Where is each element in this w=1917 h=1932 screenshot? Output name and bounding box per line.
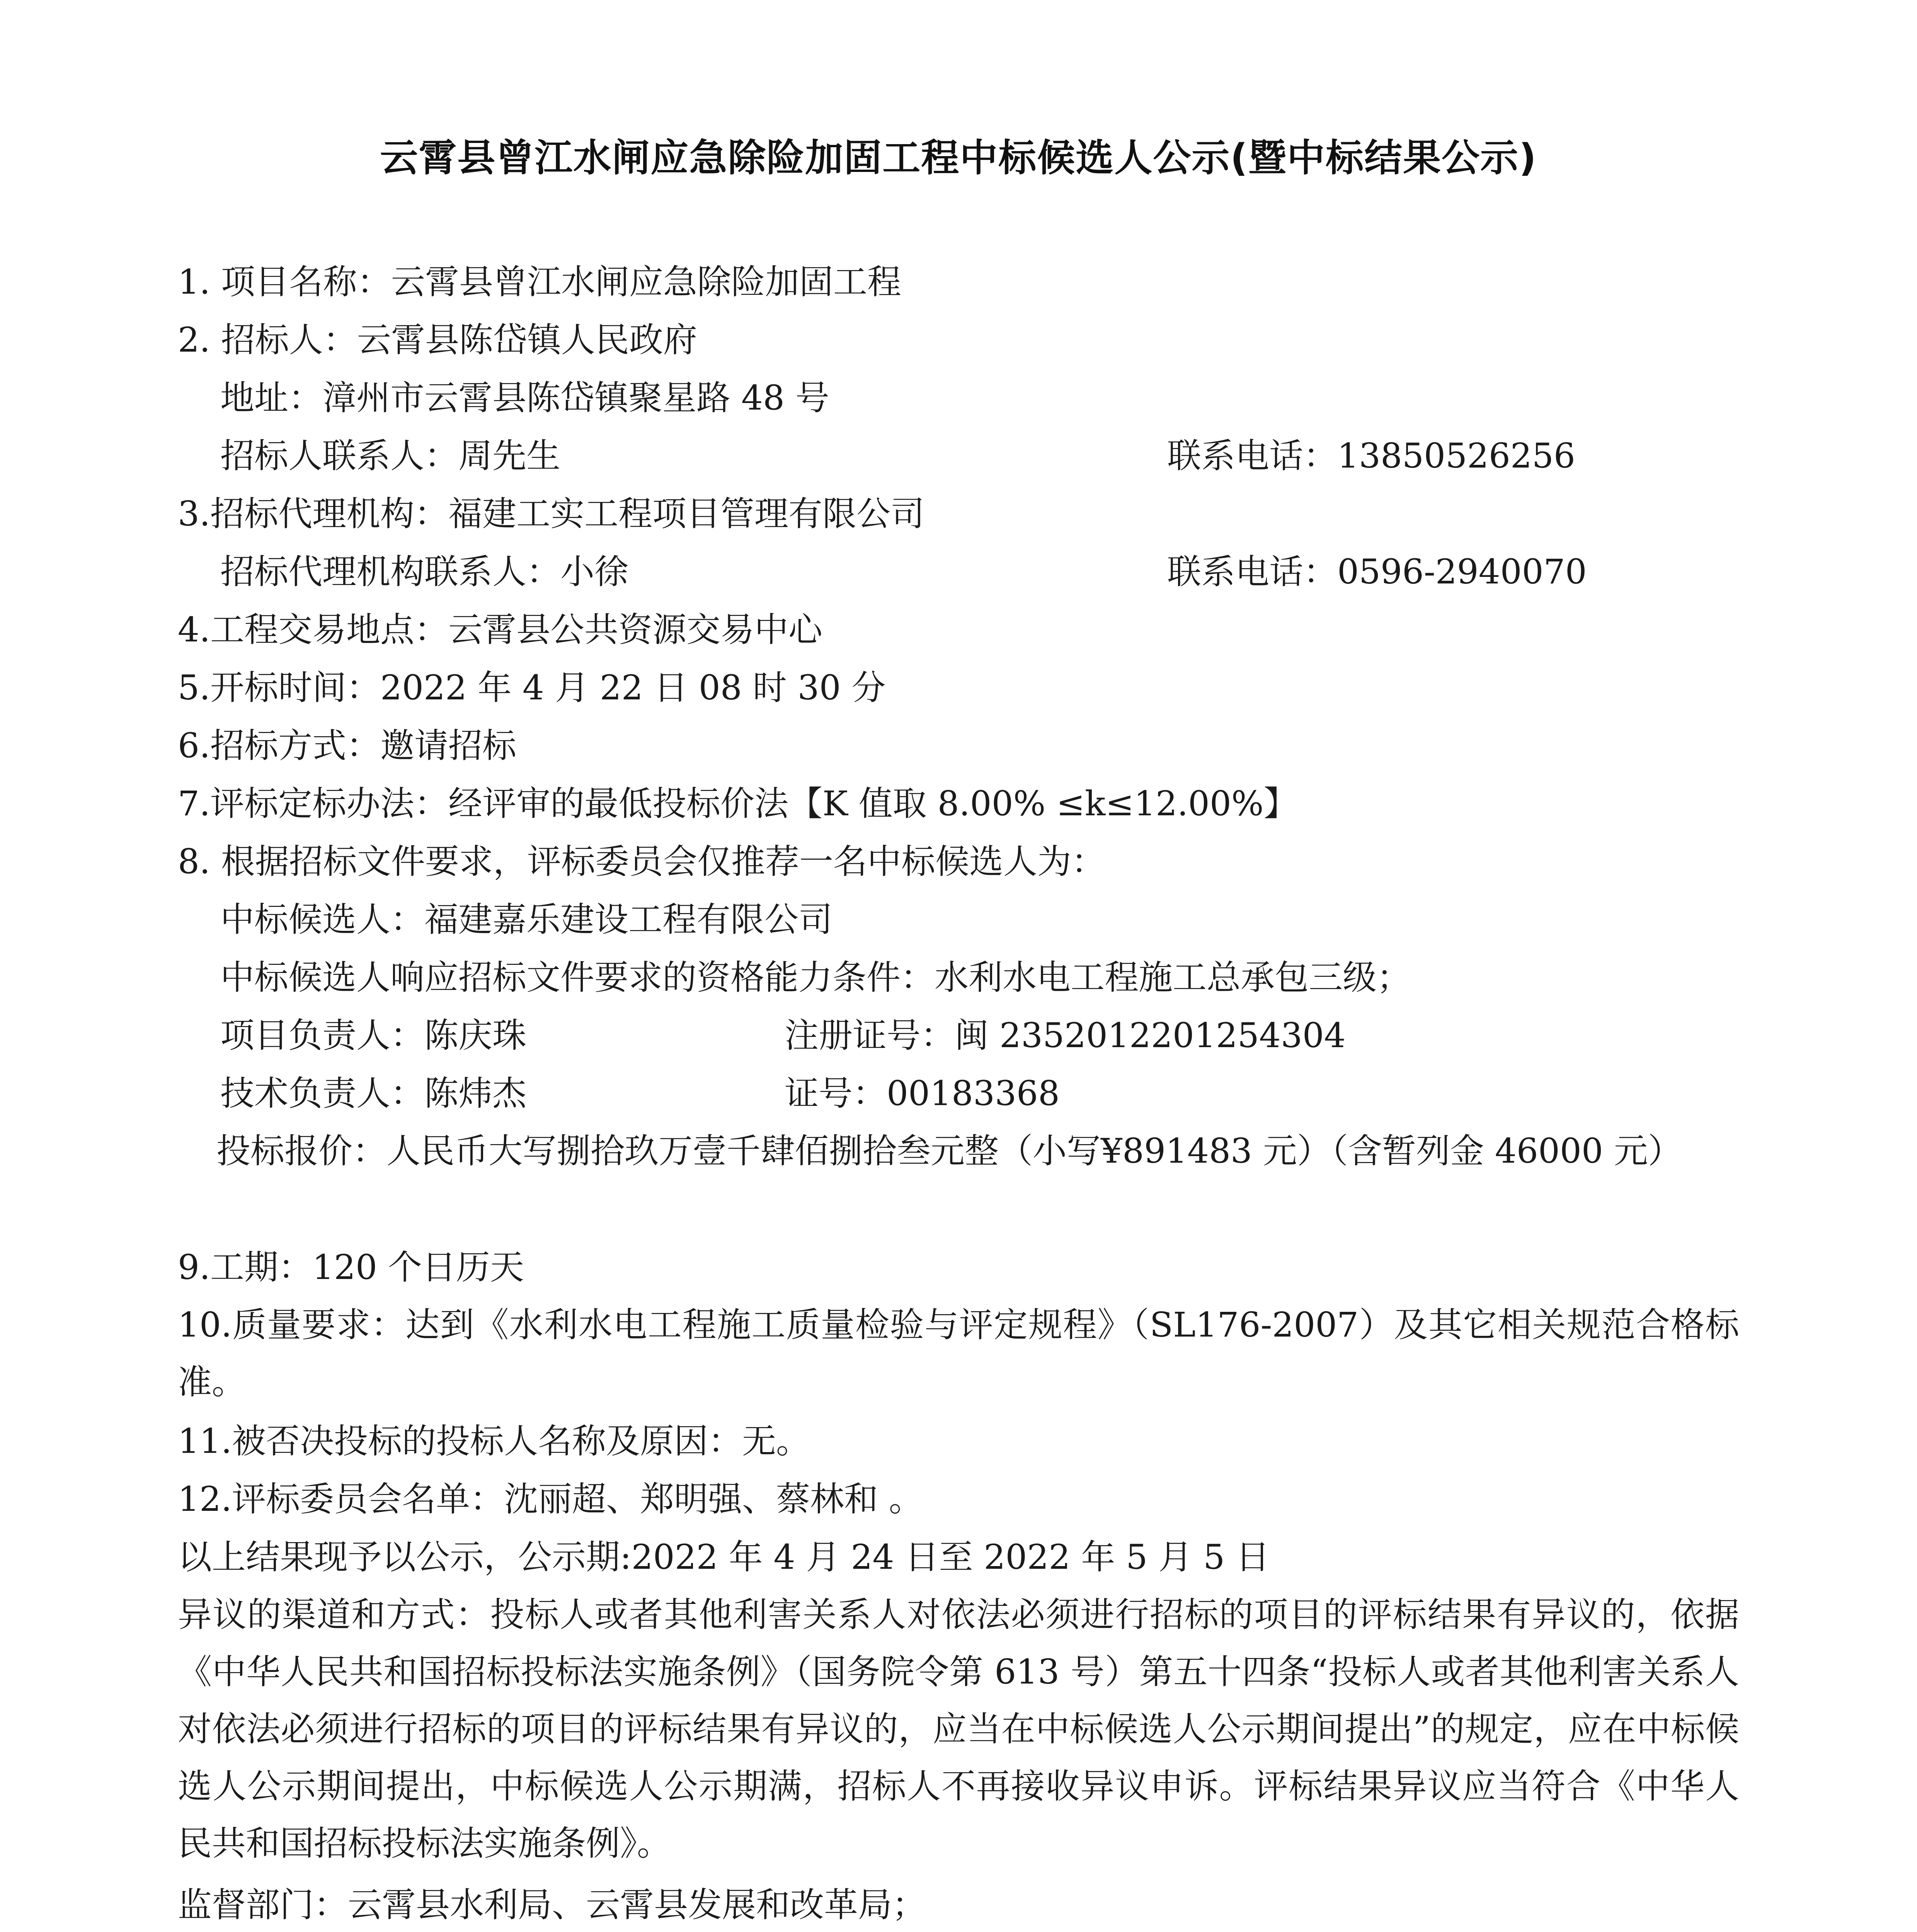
item-method: 6.招标方式：邀请招标 (178, 726, 516, 765)
item-project: 1. 项目名称：云霄县曾江水闸应急除险加固工程 (178, 262, 901, 302)
item-tech-cert: 证号：00183368 (785, 1073, 1060, 1113)
item-candidate: 中标候选人：福建嘉乐建设工程有限公司 (220, 900, 833, 939)
item-recommend: 8. 根据招标文件要求，评标委员会仅推荐一名中标候选人为： (178, 842, 1105, 881)
item-quality: 10.质量要求：达到《水利水电工程施工质量检验与评定规程》（SL176-2007）及其它相关规范合格标准。 (178, 1305, 1739, 1402)
item-tenderer-contact: 招标人联系人：周先生 (220, 436, 561, 476)
publicity-period: 以上结果现予以公示，公示期:2022 年 4 月 24 日至 2022 年 5 月 5 日 (178, 1537, 1270, 1577)
objection-paragraph: 异议的渠道和方式：投标人或者其他利害关系人对依法必须进行招标的项目的评标结果有异议的，依据《中华人民共和国招标投标法实施条例》（国务院令第 613 号）第五十四条“投标人或者其他利害关系人对依法必须进行招标的项目的评标结果有异议的，应当在中标候选人公示期间提出”的规定，应在中标候选人公示期间提出，中标候选人公示期满，招标人不再接收异议申诉。评标结果异议应当符合《中华人民共和国招标投标法实施条例》。 (178, 1595, 1739, 1863)
item-evaluation: 7.评标定标办法：经评审的最低投标价法【K 值取 8.00% ≤k≤12.00%】 (178, 784, 1298, 823)
item-tenderer-phone: 联系电话：13850526256 (1167, 436, 1575, 476)
item-open-time: 5.开标时间：2022 年 4 月 22 日 08 时 30 分 (178, 668, 886, 707)
item-address: 地址：漳州市云霄县陈岱镇聚星路 48 号 (220, 378, 829, 418)
item-rejected: 11.被否决投标的投标人名称及原因：无。 (178, 1421, 810, 1461)
item-committee: 12.评标委员会名单：沈丽超、郑明强、蔡林和 。 (178, 1479, 923, 1519)
item-qualification: 中标候选人响应招标文件要求的资格能力条件：水利水电工程施工总承包三级； (220, 957, 1411, 997)
item-pm-cert: 注册证号：闽 2352012201254304 (785, 1015, 1346, 1055)
item-agency-contact: 招标代理机构联系人：小徐 (220, 552, 629, 592)
item-venue: 4.工程交易地点：云霄县公共资源交易中心 (178, 610, 822, 650)
item-project-manager: 项目负责人：陈庆珠 (220, 1015, 527, 1055)
item-duration: 9.工期：120 个日历天 (178, 1247, 524, 1287)
item-bid-price: 投标报价：人民币大写捌拾玖万壹千肆佰捌拾叁元整（小写¥891483 元）（含暂列金 46000 元） (216, 1131, 1682, 1171)
item-tenderer: 2. 招标人：云霄县陈岱镇人民政府 (178, 320, 697, 360)
item-tech-lead: 技术负责人：陈炜杰 (220, 1073, 527, 1113)
page-title: 云霄县曾江水闸应急除险加固工程中标候选人公示(暨中标结果公示) (380, 136, 1537, 180)
item-agency: 3.招标代理机构：福建工实工程项目管理有限公司 (178, 494, 924, 534)
item-agency-phone: 联系电话：0596-2940070 (1167, 552, 1587, 592)
supervision-dept: 监督部门：云霄县水利局、云霄县发展和改革局； (178, 1885, 926, 1925)
